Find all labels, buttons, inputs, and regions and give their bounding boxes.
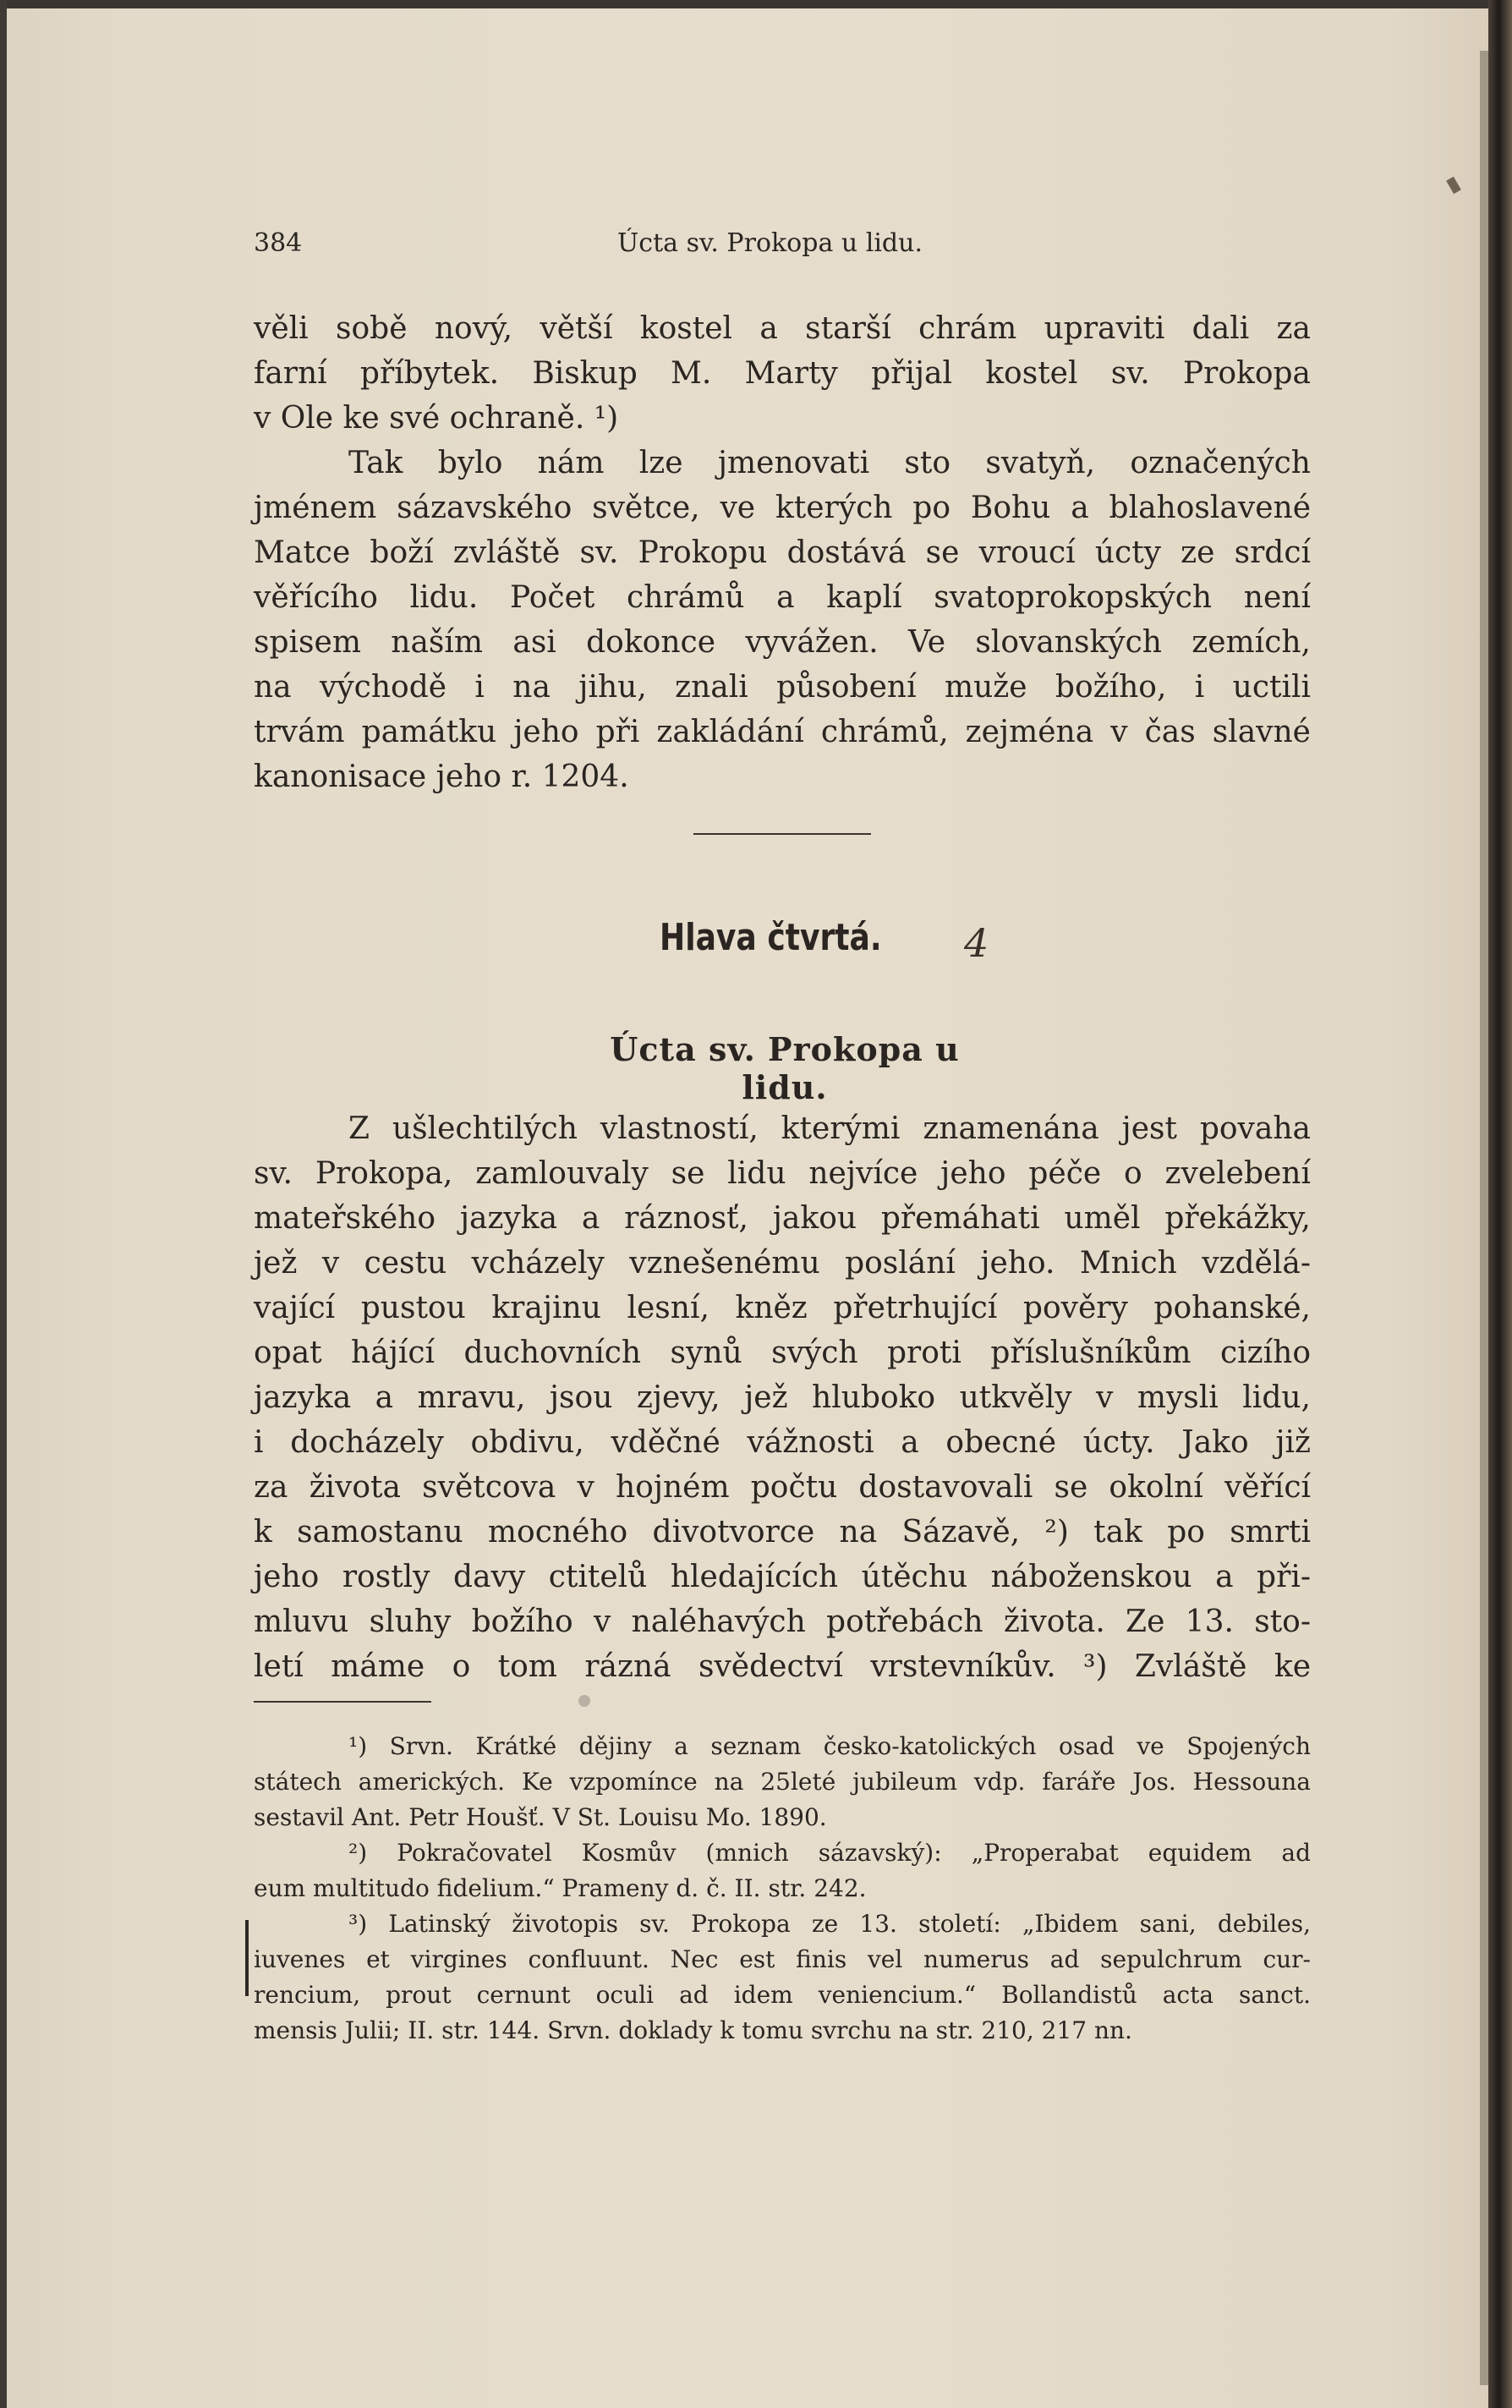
text-line: Tak bylo nám lze jmenovati sto svatyň, označených [348,446,1311,480]
running-head [254,228,1311,262]
text-line: Z ušlechtilých vlastností, kterými znamenána jest povaha [348,1111,1311,1146]
text-line: v Ole ke své ochraně. ¹) [254,401,619,436]
scan-dot [578,1695,590,1707]
binding-shadow [1480,51,1488,2385]
text-line: Matce boží zvláště sv. Prokopu dostává se vroucí úcty ze srdcí [254,535,1311,570]
margin-bracket [245,1920,249,1996]
text-line: opat hájící duchovních synů svých proti příslušníkům cizího [254,1336,1311,1370]
text-line: spisem naším asi dokonce vyvážen. Ve slovanských zemích, [254,625,1311,660]
section-divider [693,833,871,835]
text-line: jazyka a mravu, jsou zjevy, jež hluboko utkvěly v mysli lidu, [254,1380,1311,1415]
margin-mark [1446,177,1461,195]
footnote-line: sestavil Ant. Petr Houšť. V St. Louisu Mo. 1890. [254,1803,827,1831]
scan-top-edge [0,0,1512,8]
footnote-rule [254,1701,431,1703]
footnote-line: ³) Latinský životopis sv. Prokopa ze 13. století: „Ibidem sani, debiles, [348,1910,1311,1938]
text-line: k samostanu mocného divotvorce na Sázavě, ²) tak po smrti [254,1515,1311,1550]
footnote-line: státech amerických. Ke vzpomínce na 25leté jubileum vdp. faráře Jos. Hessouna [254,1768,1311,1796]
text-line: jeho rostly davy ctitelů hledajících útěchu náboženskou a při- [254,1560,1311,1594]
footnote-line: rencium, prout cernunt oculi ad idem veniencium.“ Bollandistů acta sanct. [254,1981,1311,2009]
text-line: kanonisace jeho r. 1204. [254,760,629,794]
footnote-line: mensis Julii; II. str. 144. Srvn. doklady k tomu svrchu na str. 210, 217 nn. [254,2016,1132,2044]
text-line: věřícího lidu. Počet chrámů a kaplí svatoprokopských není [254,580,1311,615]
pencil-annotation: 4 [964,920,989,966]
text-line: vající pustou krajinu lesní, kněz přetrhující pověry pohanské, [254,1291,1311,1325]
text-line: sv. Prokopa, zamlouvaly se lidu nejvíce jeho péče o zvelebení [254,1156,1311,1191]
footnote-line: eum multitudo fidelium.“ Prameny d. č. II. str. 242. [254,1874,867,1902]
page-number: 384 [254,228,303,258]
text-line: věli sobě nový, větší kostel a starší chrám upraviti dali za [254,311,1311,346]
text-line: trvám památku jeho při zakládání chrámů, zejména v čas slavné [254,715,1311,749]
footnotes [254,1729,1311,2049]
text-line: za života světcova v hojném počtu dostavovali se okolní věřící [254,1470,1311,1505]
paragraph-1 [254,306,1311,799]
running-title: Úcta sv. Prokopa u lidu. [617,228,923,258]
footnote-line: ²) Pokračovatel Kosmův (mnich sázavský): „Properabat equidem ad [348,1839,1311,1867]
footnote-line: iuvenes et virgines confluunt. Nec est finis vel numerus ad sepulchrum cur- [254,1945,1311,1973]
text-line: jež v cestu vcházely vznešenému poslání jeho. Mnich vzdělá- [254,1246,1311,1281]
text-line: i docházely obdivu, vděčné vážnosti a obecné úcty. Jako již [254,1425,1311,1460]
scan-left-edge [0,0,7,2408]
scan-right-edge [1488,0,1512,2408]
text-line: na východě i na jihu, znali působení muže božího, i uctili [254,670,1311,705]
paragraph-2 [254,1106,1311,1689]
chapter-heading: Hlava čtvrtá. [660,916,882,959]
text-line: mluvu sluhy božího v naléhavých potřebách života. Ze 13. sto- [254,1604,1311,1639]
text-line: mateřského jazyka a ráznosť, jakou přemáhati uměl překážky, [254,1201,1311,1236]
text-line: jménem sázavského světce, ve kterých po Bohu a blahoslavené [254,491,1311,525]
text-line: farní příbytek. Biskup M. Marty přijal kostel sv. Prokopa [254,356,1311,391]
chapter-subtitle: Úcta sv. Prokopa u lidu. [610,1030,960,1106]
footnote-line: ¹) Srvn. Krátké dějiny a seznam česko-katolických osad ve Spojených [348,1732,1311,1760]
text-line: letí máme o tom rázná svědectví vrstevníkův. ³) Zvláště ke [254,1649,1311,1684]
